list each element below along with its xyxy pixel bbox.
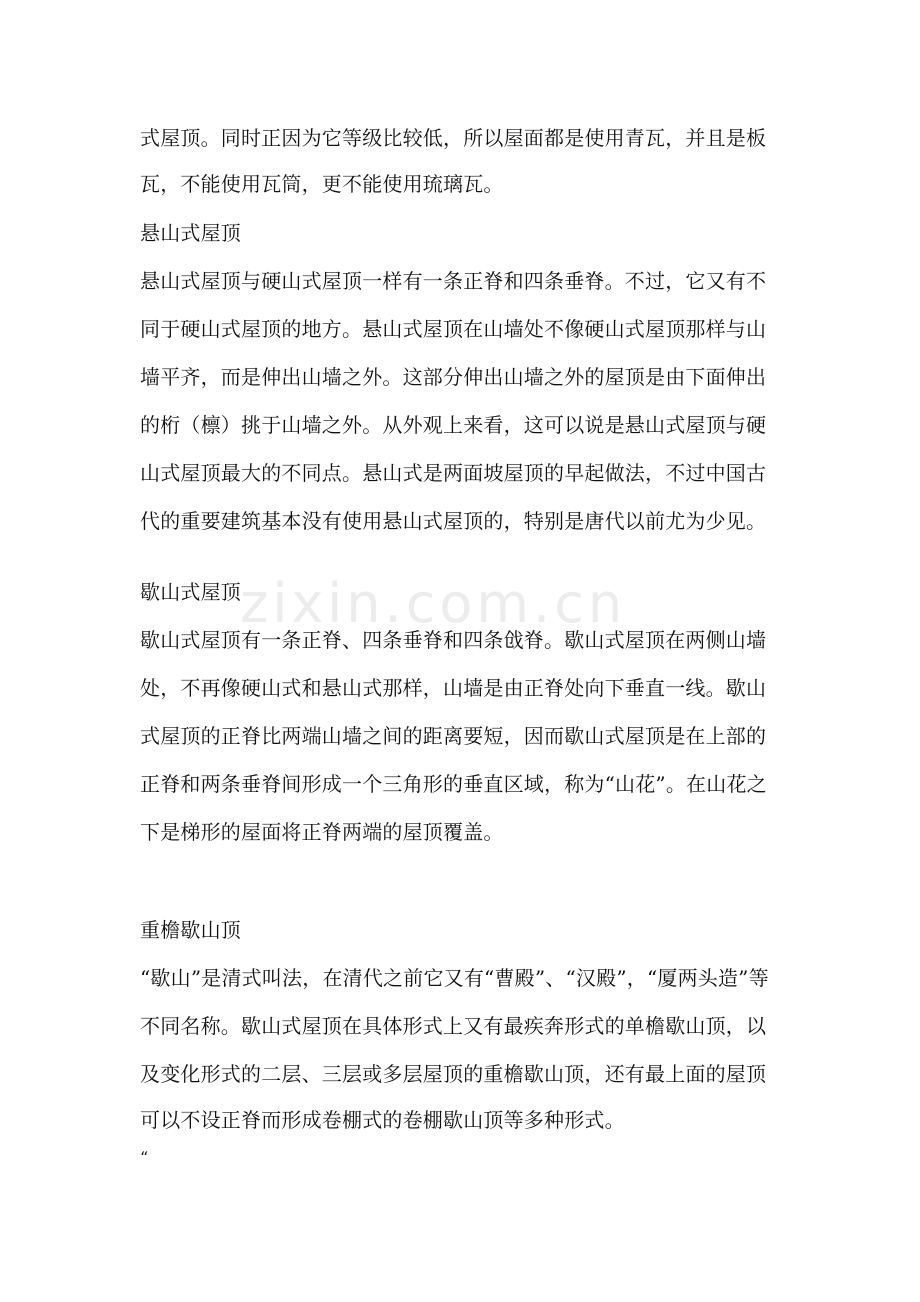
- watermark-text: zixin.com.cn: [240, 572, 627, 635]
- trailing-quote-mark: “: [140, 1148, 149, 1167]
- section-heading-chongyan: 重檐歇山顶: [140, 918, 241, 942]
- paragraph-line: 可以不设正脊而形成卷棚式的卷棚歇山顶等多种形式。: [140, 1108, 625, 1132]
- paragraph-line: 山式屋顶最大的不同点。悬山式是两面坡屋顶的早起做法，不过中国古: [140, 461, 767, 485]
- section-heading-xuanshan: 悬山式屋顶: [140, 221, 241, 245]
- paragraph-line: 式屋顶。同时正因为它等级比较低，所以屋面都是使用青瓦，并且是板: [140, 126, 767, 150]
- paragraph-line: 及变化形式的二层、三层或多层屋顶的重檐歇山顶，还有最上面的屋顶: [140, 1062, 767, 1086]
- paragraph-line: 同于硬山式屋顶的地方。悬山式屋顶在山墙处不像硬山式屋顶那样与山: [140, 317, 767, 341]
- paragraph-line: 下是梯形的屋面将正脊两端的屋顶覆盖。: [140, 820, 504, 844]
- paragraph-line: 悬山式屋顶与硬山式屋顶一样有一条正脊和四条垂脊。不过，它又有不: [140, 269, 767, 293]
- paragraph-line: 歇山式屋顶有一条正脊、四条垂脊和四条戗脊。歇山式屋顶在两侧山墙: [140, 628, 767, 652]
- paragraph-line: 不同名称。歇山式屋顶在具体形式上又有最疾奔形式的单檐歇山顶，以: [140, 1014, 767, 1038]
- paragraph-line: 代的重要建筑基本没有使用悬山式屋顶的，特别是唐代以前尤为少见。: [140, 509, 767, 533]
- paragraph-line: 瓦，不能使用瓦筒，更不能使用琉璃瓦。: [140, 172, 504, 196]
- paragraph-line: 正脊和两条垂脊间形成一个三角形的垂直区域，称为“山花”。在山花之: [140, 772, 767, 796]
- paragraph-line: “歇山”是清式叫法，在清代之前它又有“曹殿”、“汉殿”，“厦两头造”等: [140, 966, 769, 990]
- section-heading-xieshan: 歇山式屋顶: [140, 580, 241, 604]
- paragraph-line: 的桁（檩）挑于山墙之外。从外观上来看，这可以说是悬山式屋顶与硬: [140, 413, 767, 437]
- paragraph-line: 处，不再像硬山式和悬山式那样，山墙是由正脊处向下垂直一线。歇山: [140, 676, 767, 700]
- paragraph-line: 墙平齐，而是伸出山墙之外。这部分伸出山墙之外的屋顶是由下面伸出: [140, 365, 767, 389]
- paragraph-line: 式屋顶的正脊比两端山墙之间的距离要短，因而歇山式屋顶是在上部的: [140, 724, 767, 748]
